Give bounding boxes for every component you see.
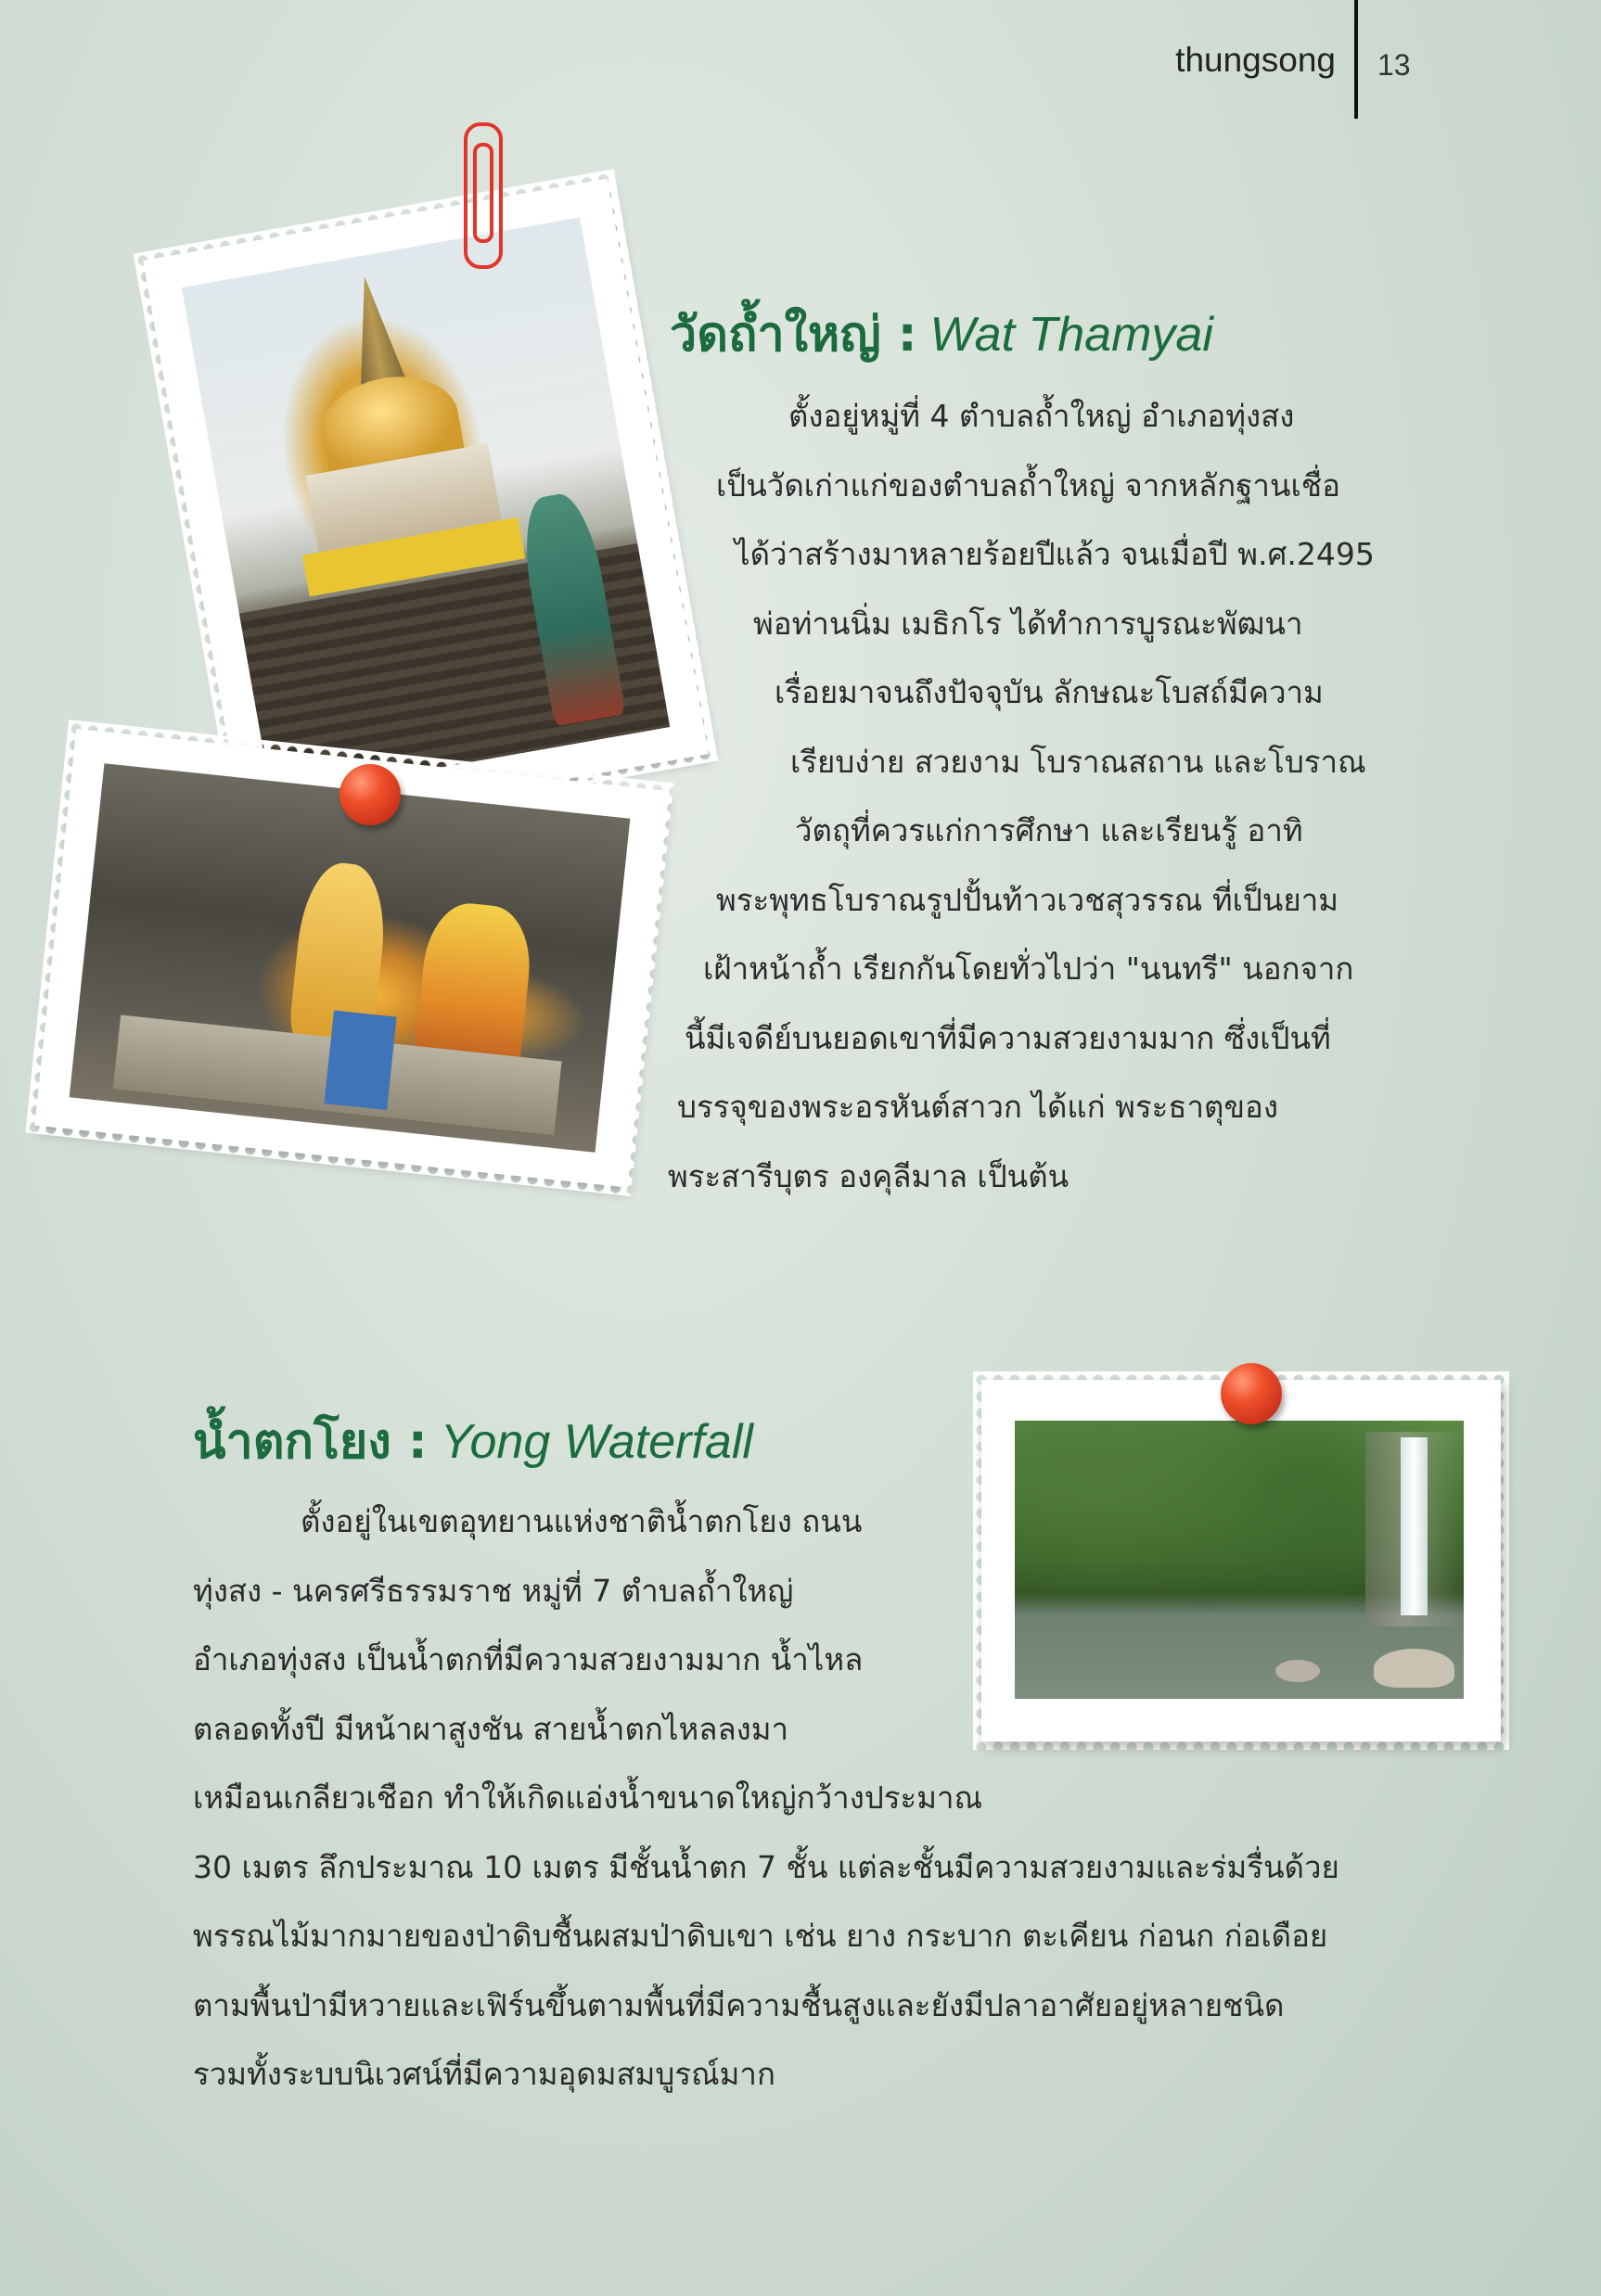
title-english: Yong Waterfall (440, 1415, 753, 1469)
header-divider (1354, 0, 1358, 119)
text-line: อำเภอทุ่งสง เป็นน้ำตกที่มีความสวยงามมาก น้ำไหล (193, 1641, 864, 1677)
yong-waterfall-paragraph (193, 1487, 1454, 2110)
text-line: พ่อท่านนิ่ม เมธิกโร ได้ทำการบูรณะพัฒนา (753, 605, 1303, 642)
text-line: พระพุทธโบราณรูปปั้นท้าวเวชสุวรรณ ที่เป็นยาม (716, 881, 1338, 918)
text-line: ตั้งอยู่หมู่ที่ 4 ตำบลถ้ำใหญ่ อำเภอทุ่งสง (788, 398, 1295, 434)
section-title-yong-waterfall (193, 1402, 753, 1479)
title-thai: น้ำตกโยง : (193, 1414, 428, 1470)
title-thai: วัดถ้ำใหญ่ : (670, 307, 917, 363)
text-line: ได้ว่าสร้างมาหลายร้อยปีแล้ว จนเมื่อปี พ.ศ.2495 (735, 536, 1375, 572)
text-line: พรรณไม้มากมายของป่าดิบชื้นผสมป่าดิบเขา เช่น ยาง กระบาก ตะเคียน ก่อนก ก่อเดือย (193, 1918, 1328, 1954)
text-line: นี้มีเจดีย์บนยอดเขาที่มีความสวยงามมาก ซึ่งเป็นที่ (685, 1019, 1331, 1056)
text-line: ทุ่งสง - นครศรีธรรมราช หมู่ที่ 7 ตำบลถ้ำใหญ่ (193, 1572, 794, 1609)
red-pin-icon (339, 764, 401, 825)
text-line: รวมทั้งระบบนิเวศน์ที่มีความอุดมสมบูรณ์มาก (193, 2056, 775, 2092)
title-english: Wat Thamyai (929, 308, 1213, 362)
text-line: ตามพื้นป่ามีหวายและเฟิร์นขึ้นตามพื้นที่มีความชื้นสูงและยังมีปลาอาศัยอยู่หลายชนิด (193, 1986, 1285, 2023)
text-line: ตั้งอยู่ในเขตอุทยานแห่งชาติน้ำตกโยง ถนน (301, 1503, 863, 1539)
text-line: เฝ้าหน้าถ้ำ เรียกกันโดยทั่วไปว่า "นนทรี" นอกจาก (703, 950, 1354, 987)
text-line: เรื่อยมาจนถึงปัจจุบัน ลักษณะโบสถ์มีความ (775, 674, 1324, 710)
text-line: บรรจุของพระอรหันต์สาวก ได้แก่ พระธาตุของ (677, 1089, 1278, 1125)
red-pin-icon (1221, 1363, 1282, 1424)
page-number: 13 (1377, 48, 1411, 82)
magazine-brand: thungsong (1175, 41, 1336, 79)
paper-clip-icon (464, 122, 503, 269)
text-line: เรียบง่าย สวยงาม โบราณสถาน และโบราณ (790, 743, 1366, 780)
text-line: เหมือนเกลียวเชือก ทำให้เกิดแอ่งน้ำขนาดใหญ่กว้างประมาณ (193, 1779, 983, 1816)
wat-thamyai-paragraph (649, 382, 1428, 1211)
section-title-wat-thamyai (670, 295, 1213, 372)
text-line: 30 เมตร ลึกประมาณ 10 เมตร มีชั้นน้ำตก 7 ชั้น แต่ละชั้นมีความสวยงามและร่มรื่นด้วย (193, 1848, 1339, 1885)
text-line: วัตถุที่ควรแก่การศึกษา และเรียนรู้ อาทิ (795, 812, 1303, 848)
text-line: เป็นวัดเก่าแก่ของตำบลถ้ำใหญ่ จากหลักฐานเชื่อ (716, 466, 1340, 504)
text-line: ตลอดทั้งปี มีหน้าผาสูงชัน สายน้ำตกไหลลงมา (193, 1710, 789, 1747)
temple-stairs-photo (182, 217, 670, 797)
cave-shrine-photo (70, 763, 631, 1153)
text-line: พระสารีบุตร องคุลีมาล เป็นต้น (668, 1157, 1069, 1194)
